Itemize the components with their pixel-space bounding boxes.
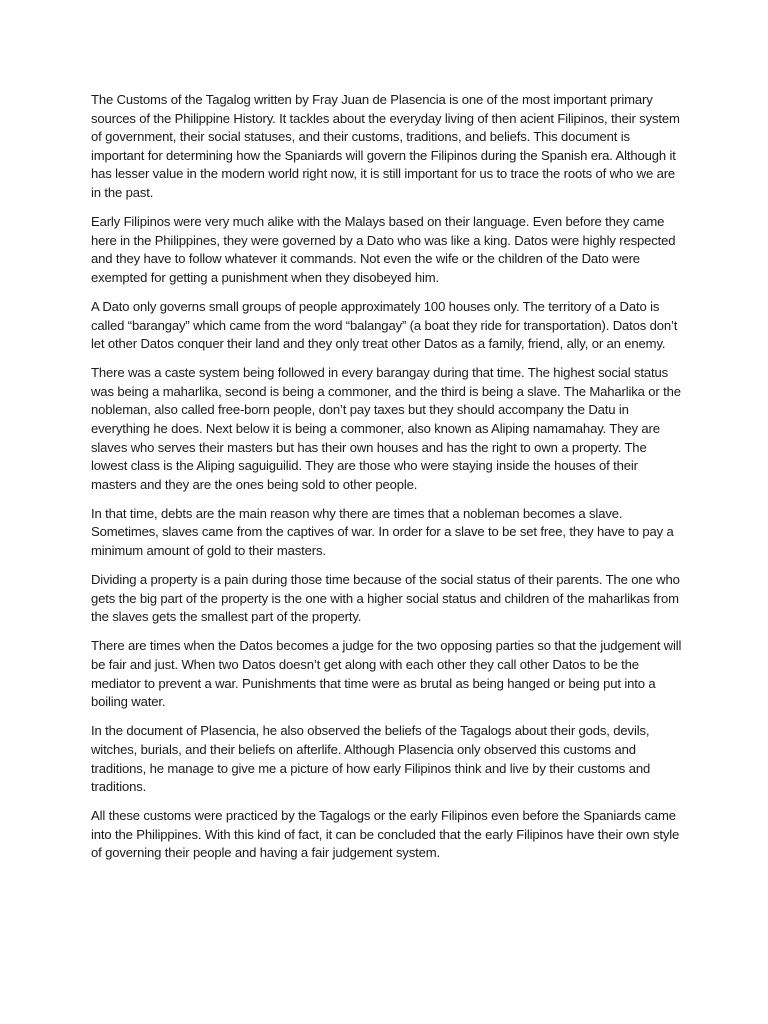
paragraph-3: A Dato only governs small groups of people approximately 100 houses only. The territory of a Dato is called “barangay” which came from the word “balangay” (a boat they ride for transportation). Datos don’t let other Datos conquer their land and they only treat other Datos as a family, friend, ally, or an enemy. [91, 298, 678, 352]
paragraph-1: The Customs of the Tagalog written by Fray Juan de Plasencia is one of the most important primary sources of the Philippine History. It tackles about the everyday living of then acient Filipinos, their system of government, their social statuses, and their customs, traditions, and beliefs. This document is important for determining how the Spaniards will govern the Filipinos during the Spanish era. Although it has lesser value in the modern world right now, it is still important for us to trace the roots of who we are in the past. [91, 92, 680, 200]
document-body [91, 91, 683, 873]
paragraph-5: In that time, debts are the main reason why there are times that a nobleman becomes a slave. Sometimes, slaves came from the captives of war. In order for a slave to be set free, they have to pay a minimum amount of gold to their masters. [91, 505, 674, 559]
paragraph-7: There are times when the Datos becomes a judge for the two opposing parties so that the judgement will be fair and just. When two Datos doesn’t get along with each other they call other Datos to be the mediator to prevent a war. Punishments that time were as brutal as being hanged or being put into a boiling water. [91, 638, 682, 710]
paragraph-8: In the document of Plasencia, he also observed the beliefs of the Tagalogs about their gods, devils, witches, burials, and their beliefs on afterlife. Although Plasencia only observed this customs and traditions, he manage to give me a picture of how early Filipinos think and live by their customs and traditions. [91, 723, 651, 795]
paragraph-9: All these customs were practiced by the Tagalogs or the early Filipinos even before the Spaniards came into the Philippines. With this kind of fact, it can be concluded that the early Filipinos have their own style of governing their people and having a fair judgement system. [91, 808, 680, 861]
paragraph-2: Early Filipinos were very much alike with the Malays based on their language. Even before they came here in the Philippines, they were governed by a Dato who was like a king. Datos were highly respected and they have to follow whatever it commands. Not even the wife or the children of the Dato were exempted for getting a punishment when they disobeyed him. [91, 214, 676, 285]
paragraph-6: Dividing a property is a pain during those time because of the social status of their parents. The one who gets the big part of the property is the one with a higher social status and children of the maharlikas from the slaves gets the smallest part of the property. [91, 572, 680, 625]
paragraph-4: There was a caste system being followed in every barangay during that time. The highest social status was being a maharlika, second is being a commoner, and the third is being a slave. The Maharlika or the nobleman, also called free-born people, don’t pay taxes but they should accompany the Datu in everything he does. Next below it is being a commoner, also known as Aliping namamahay. They are slaves who serves their masters but has their own houses and has the right to own a property. The lowest class is the Aliping saguiguilid. They are those who were staying inside the houses of their masters and they are the ones being sold to other people. [91, 365, 681, 492]
